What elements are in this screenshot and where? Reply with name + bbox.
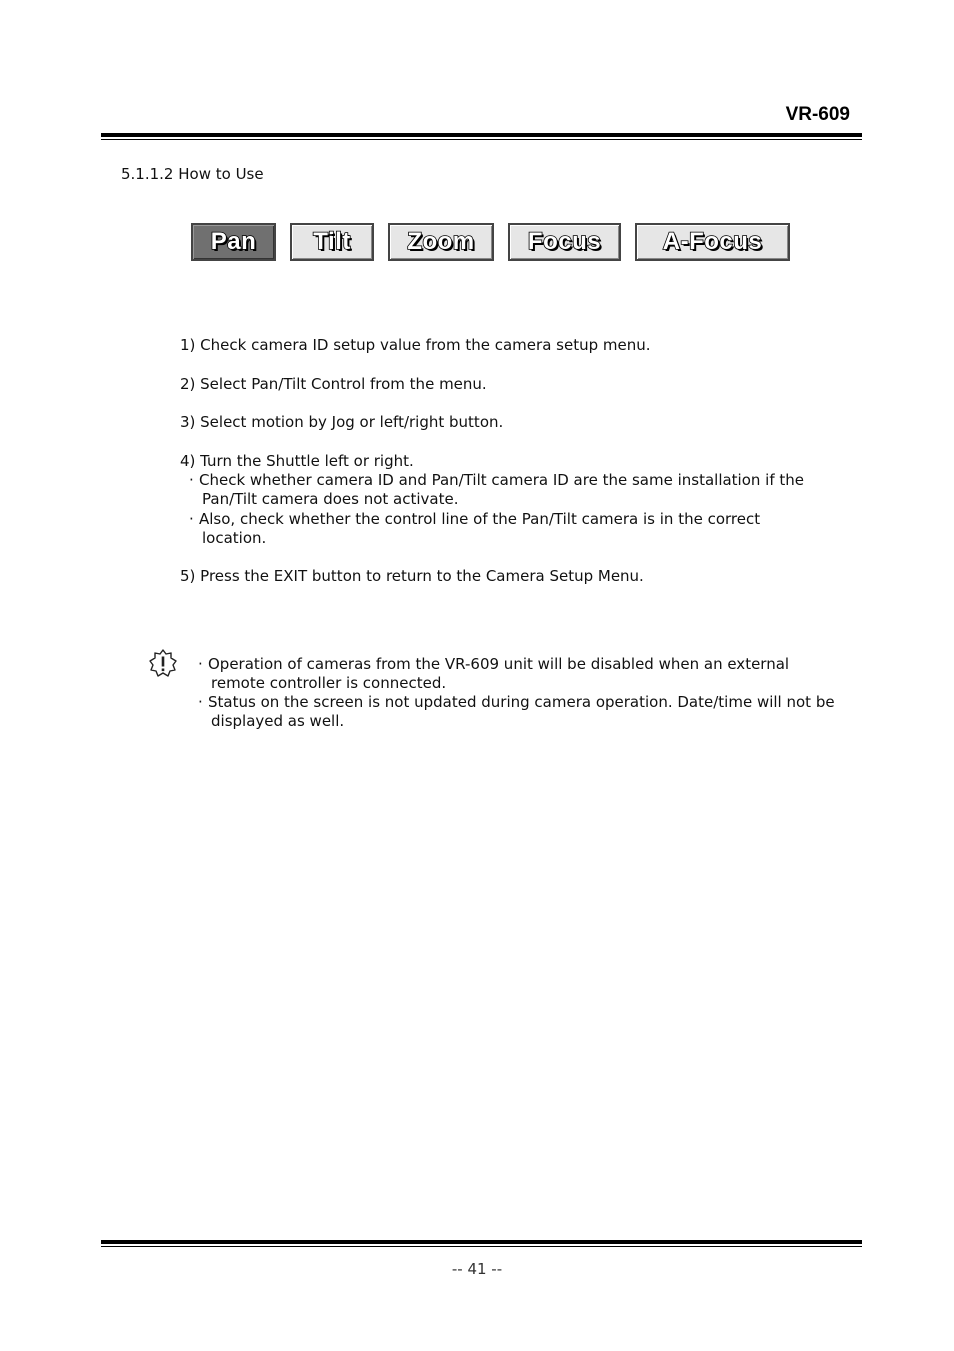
zoom-button[interactable]: Zoom xyxy=(388,223,494,261)
note-bullet-1 xyxy=(198,655,789,693)
step-4: 4) Turn the Shuttle left or right. xyxy=(180,452,414,470)
step-2: 2) Select Pan/Tilt Control from the menu. xyxy=(180,375,487,393)
bullet-text-cont: location. xyxy=(202,529,267,547)
bullet-mark: · xyxy=(189,510,194,528)
page-number: -- 41 -- xyxy=(451,1260,503,1278)
header-rule xyxy=(101,133,862,140)
a-focus-button[interactable]: A-Focus xyxy=(635,223,790,261)
pan-button[interactable]: Pan xyxy=(191,223,276,261)
tilt-button[interactable]: Tilt xyxy=(290,223,374,261)
focus-button[interactable]: Focus xyxy=(508,223,621,261)
step-1: 1) Check camera ID setup value from the camera setup menu. xyxy=(180,336,651,354)
bullet-text-cont: displayed as well. xyxy=(211,712,345,730)
caution-icon xyxy=(149,649,177,677)
bullet-text: Check whether camera ID and Pan/Tilt camera ID are the same installation if the xyxy=(199,471,805,489)
bullet-text: Status on the screen is not updated during camera operation. Date/time will not be xyxy=(208,693,835,711)
section-title: 5.1.1.2 How to Use xyxy=(121,165,264,183)
step-5: 5) Press the EXIT button to return to the Camera Setup Menu. xyxy=(180,567,644,585)
bullet-mark: · xyxy=(189,471,194,489)
camera-control-buttons xyxy=(0,223,954,263)
bullet-text-cont: Pan/Tilt camera does not activate. xyxy=(202,490,459,508)
bullet-mark: · xyxy=(198,693,203,711)
step-4-bullet-1 xyxy=(189,471,804,509)
bullet-text: Also, check whether the control line of the Pan/Tilt camera is in the correct xyxy=(199,510,761,528)
bullet-text-cont: remote controller is connected. xyxy=(211,674,447,692)
bullet-mark: · xyxy=(198,655,203,673)
bullet-text: Operation of cameras from the VR-609 unit will be disabled when an external xyxy=(208,655,790,673)
footer-rule xyxy=(101,1240,862,1247)
step-4-bullet-2 xyxy=(189,510,760,548)
note-bullet-2 xyxy=(198,693,835,731)
step-3: 3) Select motion by Jog or left/right button. xyxy=(180,413,504,431)
header-model: VR-609 xyxy=(785,104,850,125)
